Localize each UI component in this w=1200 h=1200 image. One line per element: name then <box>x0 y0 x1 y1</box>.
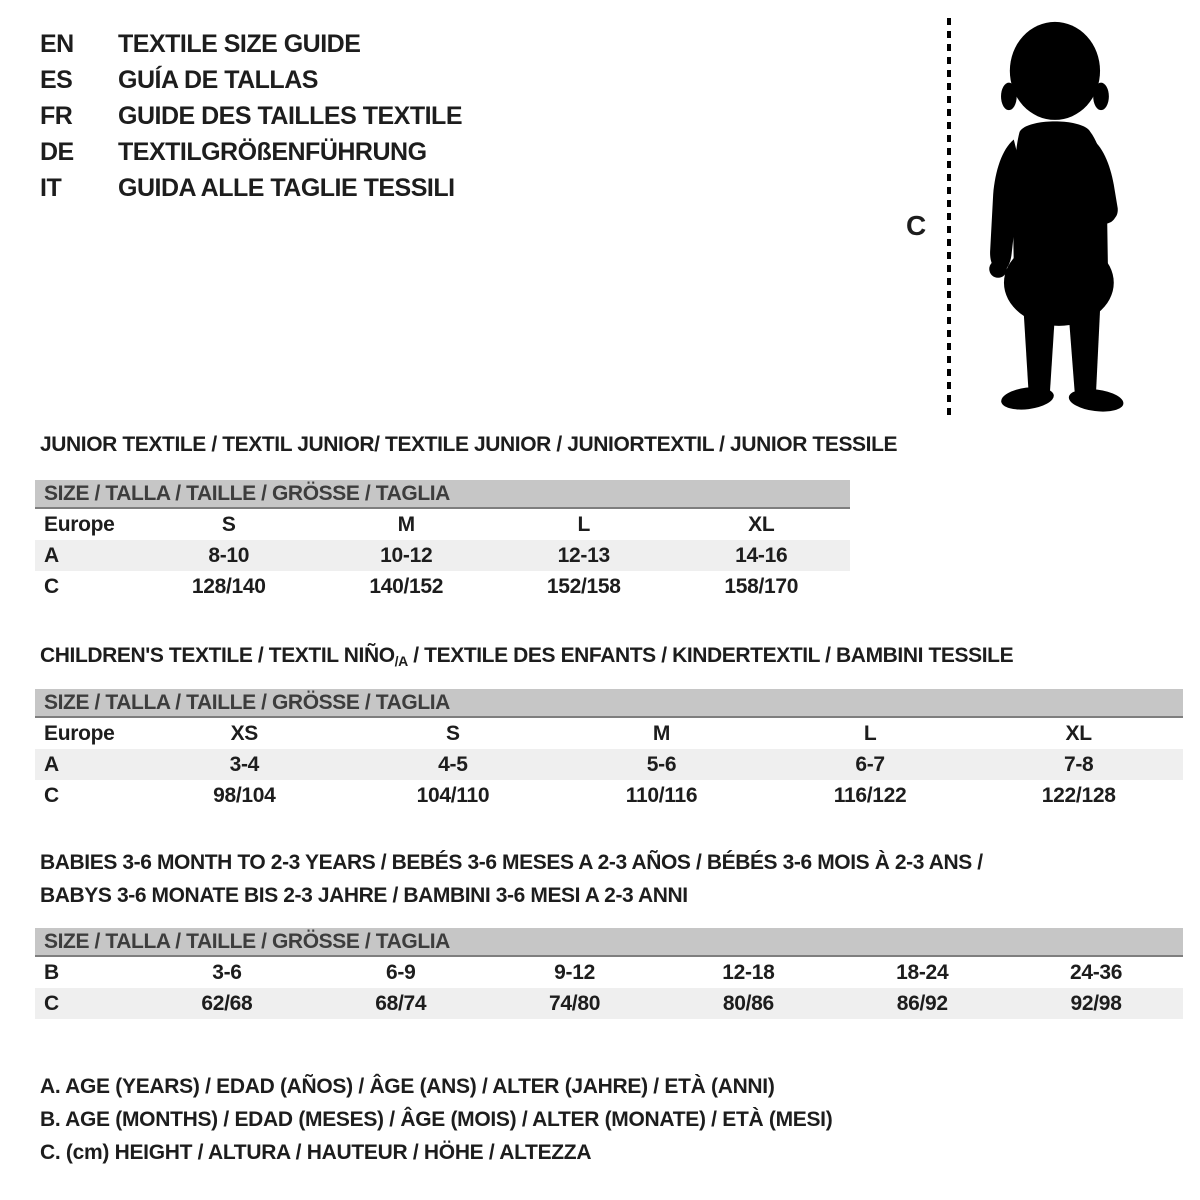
table-cell: 6-7 <box>855 753 885 776</box>
row-label: A <box>44 753 59 776</box>
language-row <box>40 26 462 62</box>
row-cells <box>140 718 1183 749</box>
table-cell: 3-6 <box>212 961 242 984</box>
size-header-bar: SIZE / TALLA / TAILLE / GRÖSSE / TAGLIA <box>35 480 850 509</box>
table-cell: 68/74 <box>375 992 427 1015</box>
table-row <box>35 571 850 602</box>
language-title-list <box>40 26 462 206</box>
table-cell: XL <box>748 513 775 536</box>
row-cells <box>140 540 850 571</box>
table-cell: 8-10 <box>208 544 250 567</box>
table-cell: 7-8 <box>1063 753 1094 776</box>
table-cell: 9-12 <box>554 961 595 984</box>
guide-title: GUÍA DE TALLAS <box>118 66 318 94</box>
table-row <box>35 540 850 571</box>
row-label: Europe <box>44 513 115 536</box>
language-code: FR <box>40 102 73 130</box>
row-label: A <box>44 544 59 567</box>
row-label: C <box>44 784 59 807</box>
table-cell: 74/80 <box>549 992 601 1015</box>
row-label: Europe <box>44 722 115 745</box>
table-cell: 24-36 <box>1069 961 1123 984</box>
children-section-title: CHILDREN'S TEXTILE / TEXTIL $NIÑO_{/A}$ / TEXTILE DES ENFANTS / KINDERTEXTIL / BAMBINI TESSILE <box>40 644 1014 669</box>
table-row <box>35 988 1183 1019</box>
table-cell: 110/116 <box>625 784 698 807</box>
row-label: C <box>44 575 59 598</box>
row-cells <box>140 749 1183 780</box>
guide-title: TEXTILE SIZE GUIDE <box>118 30 361 58</box>
table-cell: S <box>221 513 236 536</box>
language-row <box>40 62 462 98</box>
table-cell: S <box>446 722 460 745</box>
language-code: DE <box>40 138 74 166</box>
table-cell: M <box>397 513 415 536</box>
table-cell: 122/128 <box>1041 784 1116 807</box>
table-cell: 80/86 <box>722 992 774 1015</box>
table-cell: 86/92 <box>896 992 948 1015</box>
junior-section-title-text: JUNIOR TEXTILE / TEXTIL JUNIOR/ TEXTILE JUNIOR / JUNIORTEXTIL / JUNIOR TESSILE <box>40 433 898 456</box>
language-row <box>40 98 462 134</box>
children-section-title-text: CHILDREN'S TEXTILE / TEXTIL NIÑO <box>40 644 395 667</box>
height-measure-dashed-line <box>947 18 951 416</box>
table-row <box>35 957 1183 988</box>
table-row <box>35 780 1183 811</box>
table-row <box>35 718 1183 749</box>
babies-section-title-line1 <box>40 851 983 875</box>
guide-title: GUIDA ALLE TAGLIE TESSILI <box>118 174 455 202</box>
language-row <box>40 134 462 170</box>
table-cell: 92/98 <box>1070 992 1122 1015</box>
row-label: C <box>44 992 59 1015</box>
table-cell: 140/152 <box>369 575 444 598</box>
table-row <box>35 749 1183 780</box>
guide-title: GUIDE DES TAILLES TEXTILE <box>118 102 463 130</box>
legend-row: B. AGE (MONTHS) / EDAD (MESES) / ÂGE (MOIS) / ALTER (MONATE) / ETÀ (MESI) <box>40 1108 833 1131</box>
table-cell: 62/68 <box>201 992 253 1015</box>
table-cell: M <box>652 722 671 745</box>
table-cell: L <box>577 513 591 536</box>
language-row <box>40 170 462 206</box>
junior-size-table <box>35 480 850 602</box>
babies-section-title-text: BABIES 3-6 MONTH TO 2-3 YEARS / BEBÉS 3-6 MESES A 2-3 AÑOS / BÉBÉS 3-6 MOIS À 2-3 ANS / <box>40 851 983 874</box>
row-cells <box>140 509 850 540</box>
table-cell: 104/110 <box>416 784 490 807</box>
language-code: IT <box>40 174 62 202</box>
height-measure-label: C <box>906 210 927 241</box>
language-code: EN <box>40 30 74 58</box>
table-cell: 10-12 <box>380 544 433 567</box>
table-cell: 98/104 <box>213 784 276 807</box>
table-cell: XL <box>1065 722 1092 745</box>
legend-row: C. (cm) HEIGHT / ALTURA / HAUTEUR / HÖHE / ALTEZZA <box>40 1141 592 1164</box>
table-cell: 6-9 <box>386 961 416 984</box>
row-cells <box>140 988 1183 1019</box>
table-cell: L <box>863 722 877 745</box>
row-cells <box>140 571 850 602</box>
table-cell: 18-24 <box>896 961 949 984</box>
babies-table-rows <box>35 957 1183 1019</box>
children-table-rows <box>35 718 1183 811</box>
children-size-table <box>35 689 1183 811</box>
size-header-bar: SIZE / TALLA / TAILLE / GRÖSSE / TAGLIA <box>35 928 1183 957</box>
table-cell: XS <box>230 722 258 745</box>
size-header-bar: SIZE / TALLA / TAILLE / GRÖSSE / TAGLIA <box>35 689 1183 718</box>
table-cell: 4-5 <box>438 753 468 776</box>
table-cell: 12-18 <box>722 961 775 984</box>
legend-row: A. AGE (YEARS) / EDAD (AÑOS) / ÂGE (ANS) / ALTER (JAHRE) / ETÀ (ANNI) <box>40 1075 775 1098</box>
guide-title: TEXTILGRÖßENFÜHRUNG <box>118 138 427 166</box>
table-cell: 128/140 <box>191 575 266 598</box>
babies-size-table <box>35 928 1183 1019</box>
measurement-legend <box>40 1070 832 1169</box>
table-cell: 14-16 <box>735 544 788 567</box>
row-cells <box>140 957 1183 988</box>
row-label: B <box>44 961 59 984</box>
junior-section-title <box>40 433 897 458</box>
row-cells <box>140 780 1183 811</box>
table-cell: 158/170 <box>724 575 799 598</box>
babies-section-title-line2: BABYS 3-6 MONATE BIS 2-3 JAHRE / BAMBINI 3-6 MESI A 2-3 ANNI <box>40 884 688 907</box>
table-cell: 116/122 <box>833 784 907 807</box>
table-row <box>35 509 850 540</box>
table-cell: 12-13 <box>557 544 610 567</box>
junior-table-rows <box>35 509 850 602</box>
language-code: ES <box>40 66 73 94</box>
table-cell: 152/158 <box>546 575 621 598</box>
table-cell: 3-4 <box>229 753 260 776</box>
table-cell: 5-6 <box>646 753 677 776</box>
toddler-silhouette <box>968 16 1136 418</box>
nino-a-subscript: /A <box>394 653 408 669</box>
